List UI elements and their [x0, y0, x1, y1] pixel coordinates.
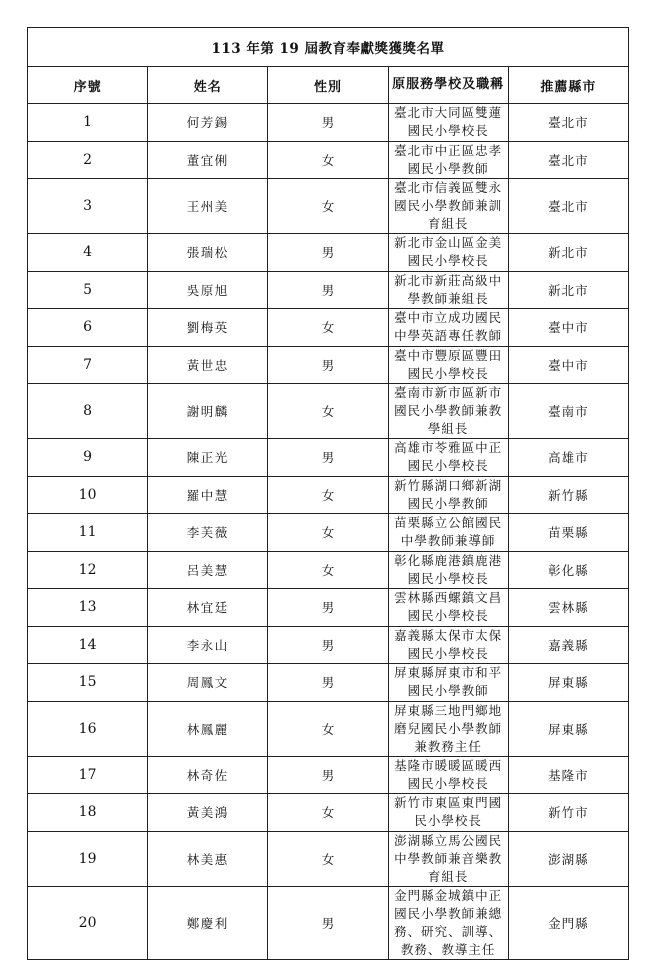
- cell-no: 11: [28, 514, 148, 552]
- cell-name: 羅中慧: [148, 476, 268, 514]
- cell-sex: 女: [268, 514, 388, 552]
- cell-sex: 女: [268, 309, 388, 347]
- cell-city: 臺北市: [508, 141, 628, 179]
- cell-city: 金門縣: [508, 886, 628, 959]
- cell-name: 何芳錫: [148, 104, 268, 142]
- cell-sex: 女: [268, 794, 388, 832]
- table-row: [28, 886, 629, 959]
- cell-name: 周鳳文: [148, 664, 268, 702]
- cell-name: 陳正光: [148, 439, 268, 477]
- header-sex: 性別: [268, 67, 388, 104]
- table-row: [28, 271, 629, 309]
- table-row: [28, 234, 629, 272]
- cell-city: 新竹縣: [508, 476, 628, 514]
- cell-school: 雲林縣西螺鎮文昌國民小學校長: [388, 589, 508, 627]
- cell-sex: 女: [268, 831, 388, 886]
- table-row: [28, 626, 629, 664]
- cell-sex: 女: [268, 384, 388, 439]
- table-row: [28, 346, 629, 384]
- cell-no: 8: [28, 384, 148, 439]
- cell-no: 6: [28, 309, 148, 347]
- cell-city: 嘉義縣: [508, 626, 628, 664]
- title-row: [28, 28, 629, 67]
- cell-no: 10: [28, 476, 148, 514]
- cell-city: 臺南市: [508, 384, 628, 439]
- cell-no: 17: [28, 756, 148, 794]
- table-row: [28, 756, 629, 794]
- cell-sex: 女: [268, 701, 388, 756]
- award-list-document: [27, 27, 629, 960]
- table-row: [28, 551, 629, 589]
- cell-school: 新北市新莊高級中學教師兼組長: [388, 271, 508, 309]
- cell-name: 李永山: [148, 626, 268, 664]
- cell-no: 2: [28, 141, 148, 179]
- cell-city: 新北市: [508, 271, 628, 309]
- table-row: [28, 104, 629, 142]
- cell-school: 臺中市豐原區豐田國民小學校長: [388, 346, 508, 384]
- cell-sex: 男: [268, 664, 388, 702]
- cell-no: 4: [28, 234, 148, 272]
- cell-city: 高雄市: [508, 439, 628, 477]
- cell-name: 林鳳麗: [148, 701, 268, 756]
- cell-name: 謝明麟: [148, 384, 268, 439]
- cell-city: 臺中市: [508, 309, 628, 347]
- cell-sex: 男: [268, 589, 388, 627]
- cell-no: 16: [28, 701, 148, 756]
- cell-name: 黃美鴻: [148, 794, 268, 832]
- cell-school: 臺北市中正區忠孝國民小學教師: [388, 141, 508, 179]
- cell-city: 新竹市: [508, 794, 628, 832]
- cell-name: 林奇佐: [148, 756, 268, 794]
- cell-name: 劉梅英: [148, 309, 268, 347]
- cell-name: 李芙薇: [148, 514, 268, 552]
- cell-no: 7: [28, 346, 148, 384]
- cell-city: 臺北市: [508, 104, 628, 142]
- header-row: [28, 67, 629, 104]
- cell-sex: 男: [268, 104, 388, 142]
- cell-school: 嘉義縣太保市太保國民小學校長: [388, 626, 508, 664]
- cell-sex: 男: [268, 271, 388, 309]
- cell-city: 屏東縣: [508, 701, 628, 756]
- cell-no: 9: [28, 439, 148, 477]
- cell-no: 18: [28, 794, 148, 832]
- cell-school: 臺北市信義區雙永國民小學教師兼訓育組長: [388, 179, 508, 234]
- cell-name: 吳原旭: [148, 271, 268, 309]
- cell-sex: 男: [268, 756, 388, 794]
- cell-sex: 男: [268, 886, 388, 959]
- cell-no: 5: [28, 271, 148, 309]
- table-row: [28, 384, 629, 439]
- cell-no: 12: [28, 551, 148, 589]
- cell-sex: 女: [268, 476, 388, 514]
- cell-school: 基隆市暖暖區暖西國民小學校長: [388, 756, 508, 794]
- cell-school: 屏東縣屏東市和平國民小學教師: [388, 664, 508, 702]
- cell-city: 臺北市: [508, 179, 628, 234]
- cell-city: 雲林縣: [508, 589, 628, 627]
- cell-sex: 男: [268, 439, 388, 477]
- cell-sex: 男: [268, 626, 388, 664]
- cell-sex: 男: [268, 234, 388, 272]
- header-school: 原服務學校及職稱: [388, 67, 508, 104]
- table-row: [28, 589, 629, 627]
- cell-city: 新北市: [508, 234, 628, 272]
- cell-no: 19: [28, 831, 148, 886]
- table-row: [28, 141, 629, 179]
- cell-school: 金門縣金城鎮中正國民小學教師兼總務、研究、訓導、教務、教導主任: [388, 886, 508, 959]
- cell-sex: 男: [268, 346, 388, 384]
- cell-school: 新北市金山區金美國民小學校長: [388, 234, 508, 272]
- cell-sex: 女: [268, 551, 388, 589]
- cell-no: 3: [28, 179, 148, 234]
- table-row: [28, 514, 629, 552]
- cell-no: 15: [28, 664, 148, 702]
- table-row: [28, 794, 629, 832]
- cell-sex: 女: [268, 141, 388, 179]
- cell-school: 臺中市立成功國民中學英語專任教師: [388, 309, 508, 347]
- cell-city: 彰化縣: [508, 551, 628, 589]
- cell-no: 20: [28, 886, 148, 959]
- cell-name: 王州美: [148, 179, 268, 234]
- cell-name: 林美惠: [148, 831, 268, 886]
- table-row: [28, 701, 629, 756]
- table-row: [28, 179, 629, 234]
- cell-city: 臺中市: [508, 346, 628, 384]
- cell-no: 13: [28, 589, 148, 627]
- cell-school: 臺南市新市區新市國民小學教師兼教學組長: [388, 384, 508, 439]
- cell-name: 董宜俐: [148, 141, 268, 179]
- table-row: [28, 831, 629, 886]
- table-row: [28, 439, 629, 477]
- cell-school: 新竹縣湖口鄉新湖國民小學教師: [388, 476, 508, 514]
- cell-city: 苗栗縣: [508, 514, 628, 552]
- cell-school: 新竹市東區東門國民小學校長: [388, 794, 508, 832]
- cell-school: 高雄市苓雅區中正國民小學校長: [388, 439, 508, 477]
- cell-name: 林宜廷: [148, 589, 268, 627]
- cell-school: 苗栗縣立公館國民中學教師兼導師: [388, 514, 508, 552]
- cell-name: 呂美慧: [148, 551, 268, 589]
- cell-name: 鄭慶利: [148, 886, 268, 959]
- cell-name: 張瑞松: [148, 234, 268, 272]
- cell-city: 基隆市: [508, 756, 628, 794]
- table-body: [28, 104, 629, 960]
- award-table: [27, 27, 629, 960]
- table-row: [28, 664, 629, 702]
- cell-no: 1: [28, 104, 148, 142]
- header-name: 姓名: [148, 67, 268, 104]
- cell-school: 澎湖縣立馬公國民中學教師兼音樂教育組長: [388, 831, 508, 886]
- cell-school: 臺北市大同區雙蓮國民小學校長: [388, 104, 508, 142]
- header-city: 推薦縣市: [508, 67, 628, 104]
- cell-sex: 女: [268, 179, 388, 234]
- table-row: [28, 309, 629, 347]
- cell-city: 澎湖縣: [508, 831, 628, 886]
- table-title: 113 年第 19 屆教育奉獻獎獲獎名單: [28, 28, 629, 67]
- cell-no: 14: [28, 626, 148, 664]
- cell-school: 屏東縣三地門鄉地磨兒國民小學教師兼教務主任: [388, 701, 508, 756]
- cell-city: 屏東縣: [508, 664, 628, 702]
- cell-name: 黃世忠: [148, 346, 268, 384]
- table-row: [28, 476, 629, 514]
- header-no: 序號: [28, 67, 148, 104]
- cell-school: 彰化縣鹿港鎮鹿港國民小學校長: [388, 551, 508, 589]
